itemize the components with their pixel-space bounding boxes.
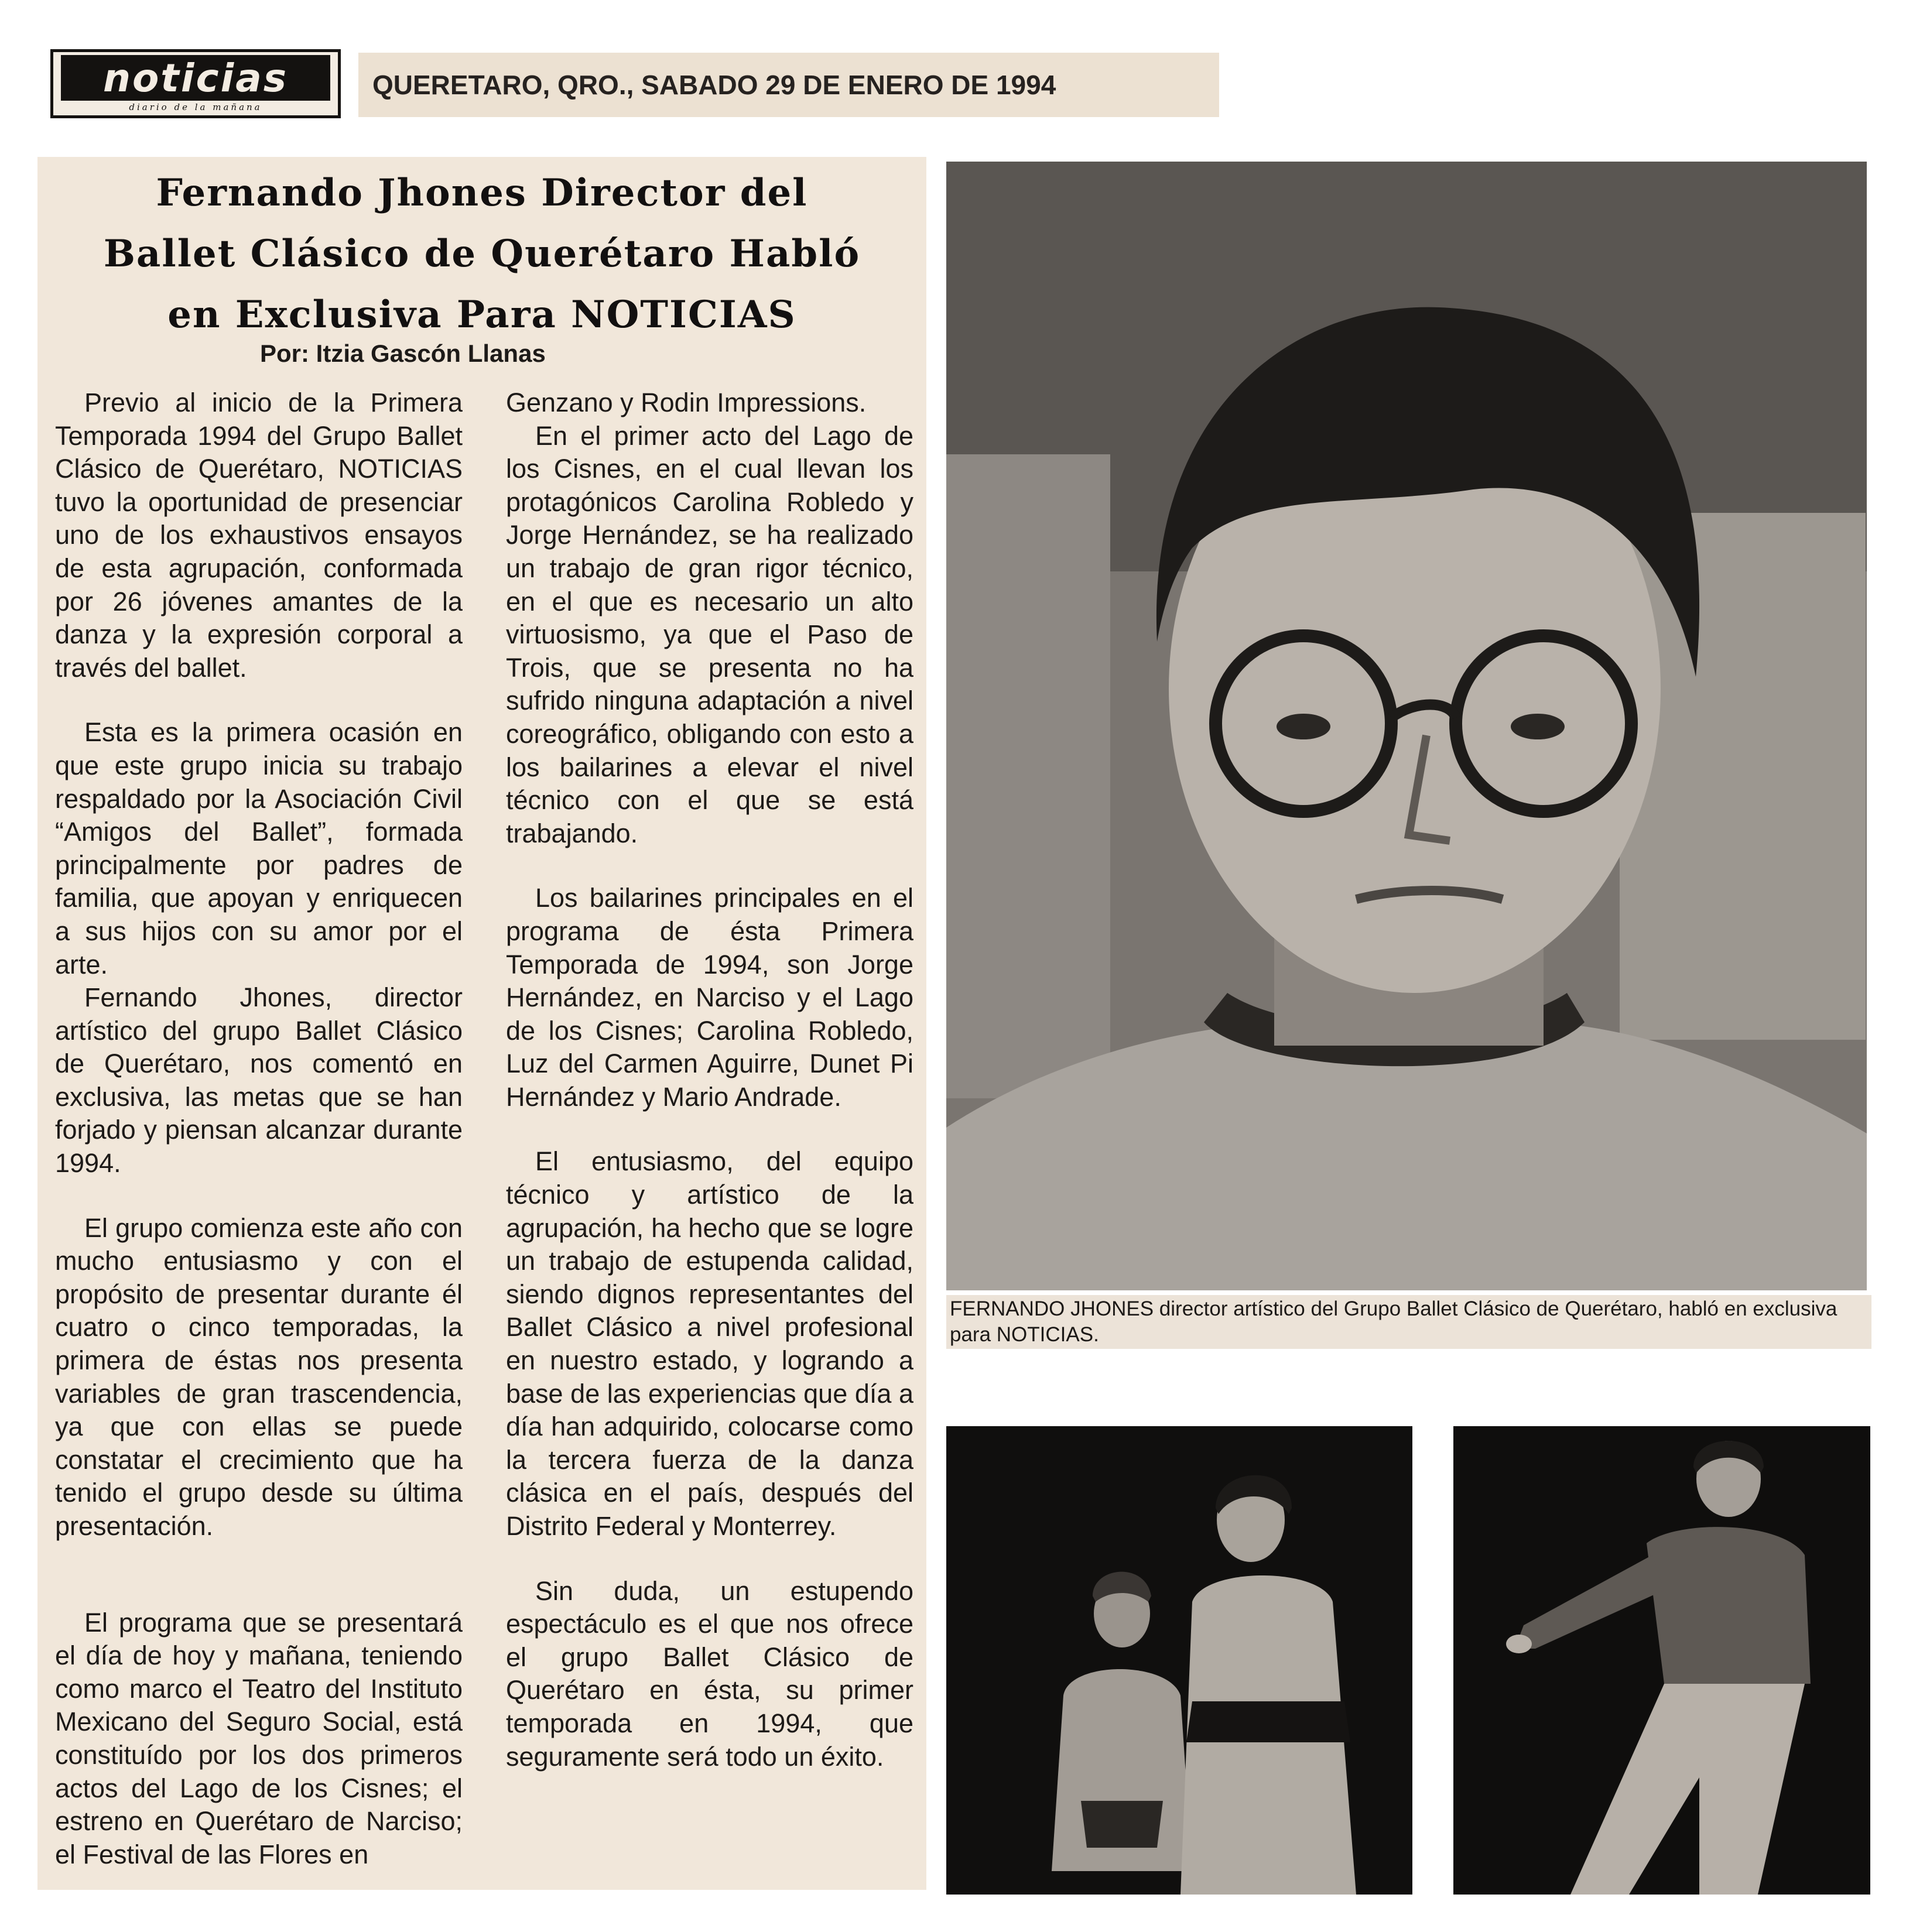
paragraph: El programa que se presentará el día de hoy y mañana, teniendo como marco el Teatro del Instituto Mexicano del Seguro Social, está constituído por los dos primeros actos del Lago de los Cisnes; el estreno en Querétaro de Narciso; el Festival de las Flores en [55,1607,463,1869]
paragraph: Sin duda, un estupendo espectáculo es el que nos ofrece el grupo Ballet Clásico de Querétaro en ésta, su primer temporada en 1994, que seguramente será todo un éxito. [506,1575,913,1772]
dancers-couple-illustration [946,1426,1412,1895]
paragraph: En el primer acto del Lago de los Cisnes, en el cual llevan los protagónicos Carolina Robledo y Jorge Hernández, se ha realizado un trabajo de gran rigor técnico, en el que es necesario un alto virtuosismo, ya que el Paso de Trois, que se presenta no ha sufrido ninguna adaptación a nivel coreográfico, obligando con esto a los bailarines a elevar el nivel técnico con el que se está trabajando. [506,420,913,848]
paragraph: Fernando Jhones, director artístico del grupo Ballet Clásico de Querétaro, nos comentó en exclusiva, las metas que se han forjado y piensan alcanzar durante 1994. [55,982,463,1179]
byline: Por: Itzia Gascón Llanas [260,340,546,367]
portrait-photo [946,162,1867,1290]
right-column [506,386,913,1885]
dancers-couple-photo [946,1426,1412,1895]
paragraph: Genzano y Rodin Impressions. [506,388,867,417]
paragraph: El entusiasmo, del equipo técnico y artístico de la agrupación, ha hecho que se logre un trabajo de estupenda calidad, siendo dignos representantes del Ballet Clásico a nivel profesional en nuestro estado, y logrando a base de las experiencias que día a día han adquirido, colocarse como la tercera fuerza de la danza clásica en el país, después del Distrito Federal y Monterrey. [506,1146,913,1541]
logo-subtitle: diario de la mañana [129,102,262,112]
portrait-illustration [946,162,1867,1290]
paragraph: Esta es la primera ocasión en que este grupo inicia su trabajo respaldado por la Asociación Civil “Amigos del Ballet”, formada principalmente por padres de familia, que apoyan y enriquecen a sus hijos con su amor por el arte. [55,717,463,979]
headline [37,157,926,345]
dateline: QUERETARO, QRO., SABADO 29 DE ENERO DE 1994 [358,53,1219,117]
logo-wordmark: noticias [61,55,330,101]
dancer-solo-photo [1453,1426,1870,1895]
paragraph: Los bailarines principales en el programa de ésta Primera Temporada de 1994, son Jorge Hernández, en Narciso y el Lago de los Cisnes; Carolina Robledo, Luz del Carmen Aguirre, Dunet Pi Hernández y Mario Andrade. [506,883,913,1112]
headline-line-1: Fernando Jhones Director del [156,171,808,215]
headline-line-3: en Exclusiva Para NOTICIAS [167,293,796,337]
paragraph: Previo al inicio de la Primera Temporada 1994 del Grupo Ballet Clásico de Querétaro, NOTICIAS tuvo la oportunidad de presenciar uno de los exhaustivos ensayos de esta agrupación, conformada por 26 jóvenes amantes de la danza y la expresión corporal a través del ballet. [55,388,463,683]
left-column [55,386,463,1885]
headline-line-2: Ballet Clásico de Querétaro Habló [103,232,861,276]
paragraph: El grupo comienza este año con mucho entusiasmo y con el propósito de presentar durante él cuatro o cinco temporadas, la primera de éstas nos presenta variables de gran trascendencia, ya que con ellas se puede constatar el crecimiento que ha tenido el grupo desde su última presentación. [55,1212,463,1541]
newspaper-logo [50,49,341,118]
dancer-solo-illustration [1453,1426,1870,1895]
article [37,157,926,1890]
photo-caption: FERNANDO JHONES director artístico del Grupo Ballet Clásico de Querétaro, habló en exclusiva para NOTICIAS. [946,1295,1871,1349]
